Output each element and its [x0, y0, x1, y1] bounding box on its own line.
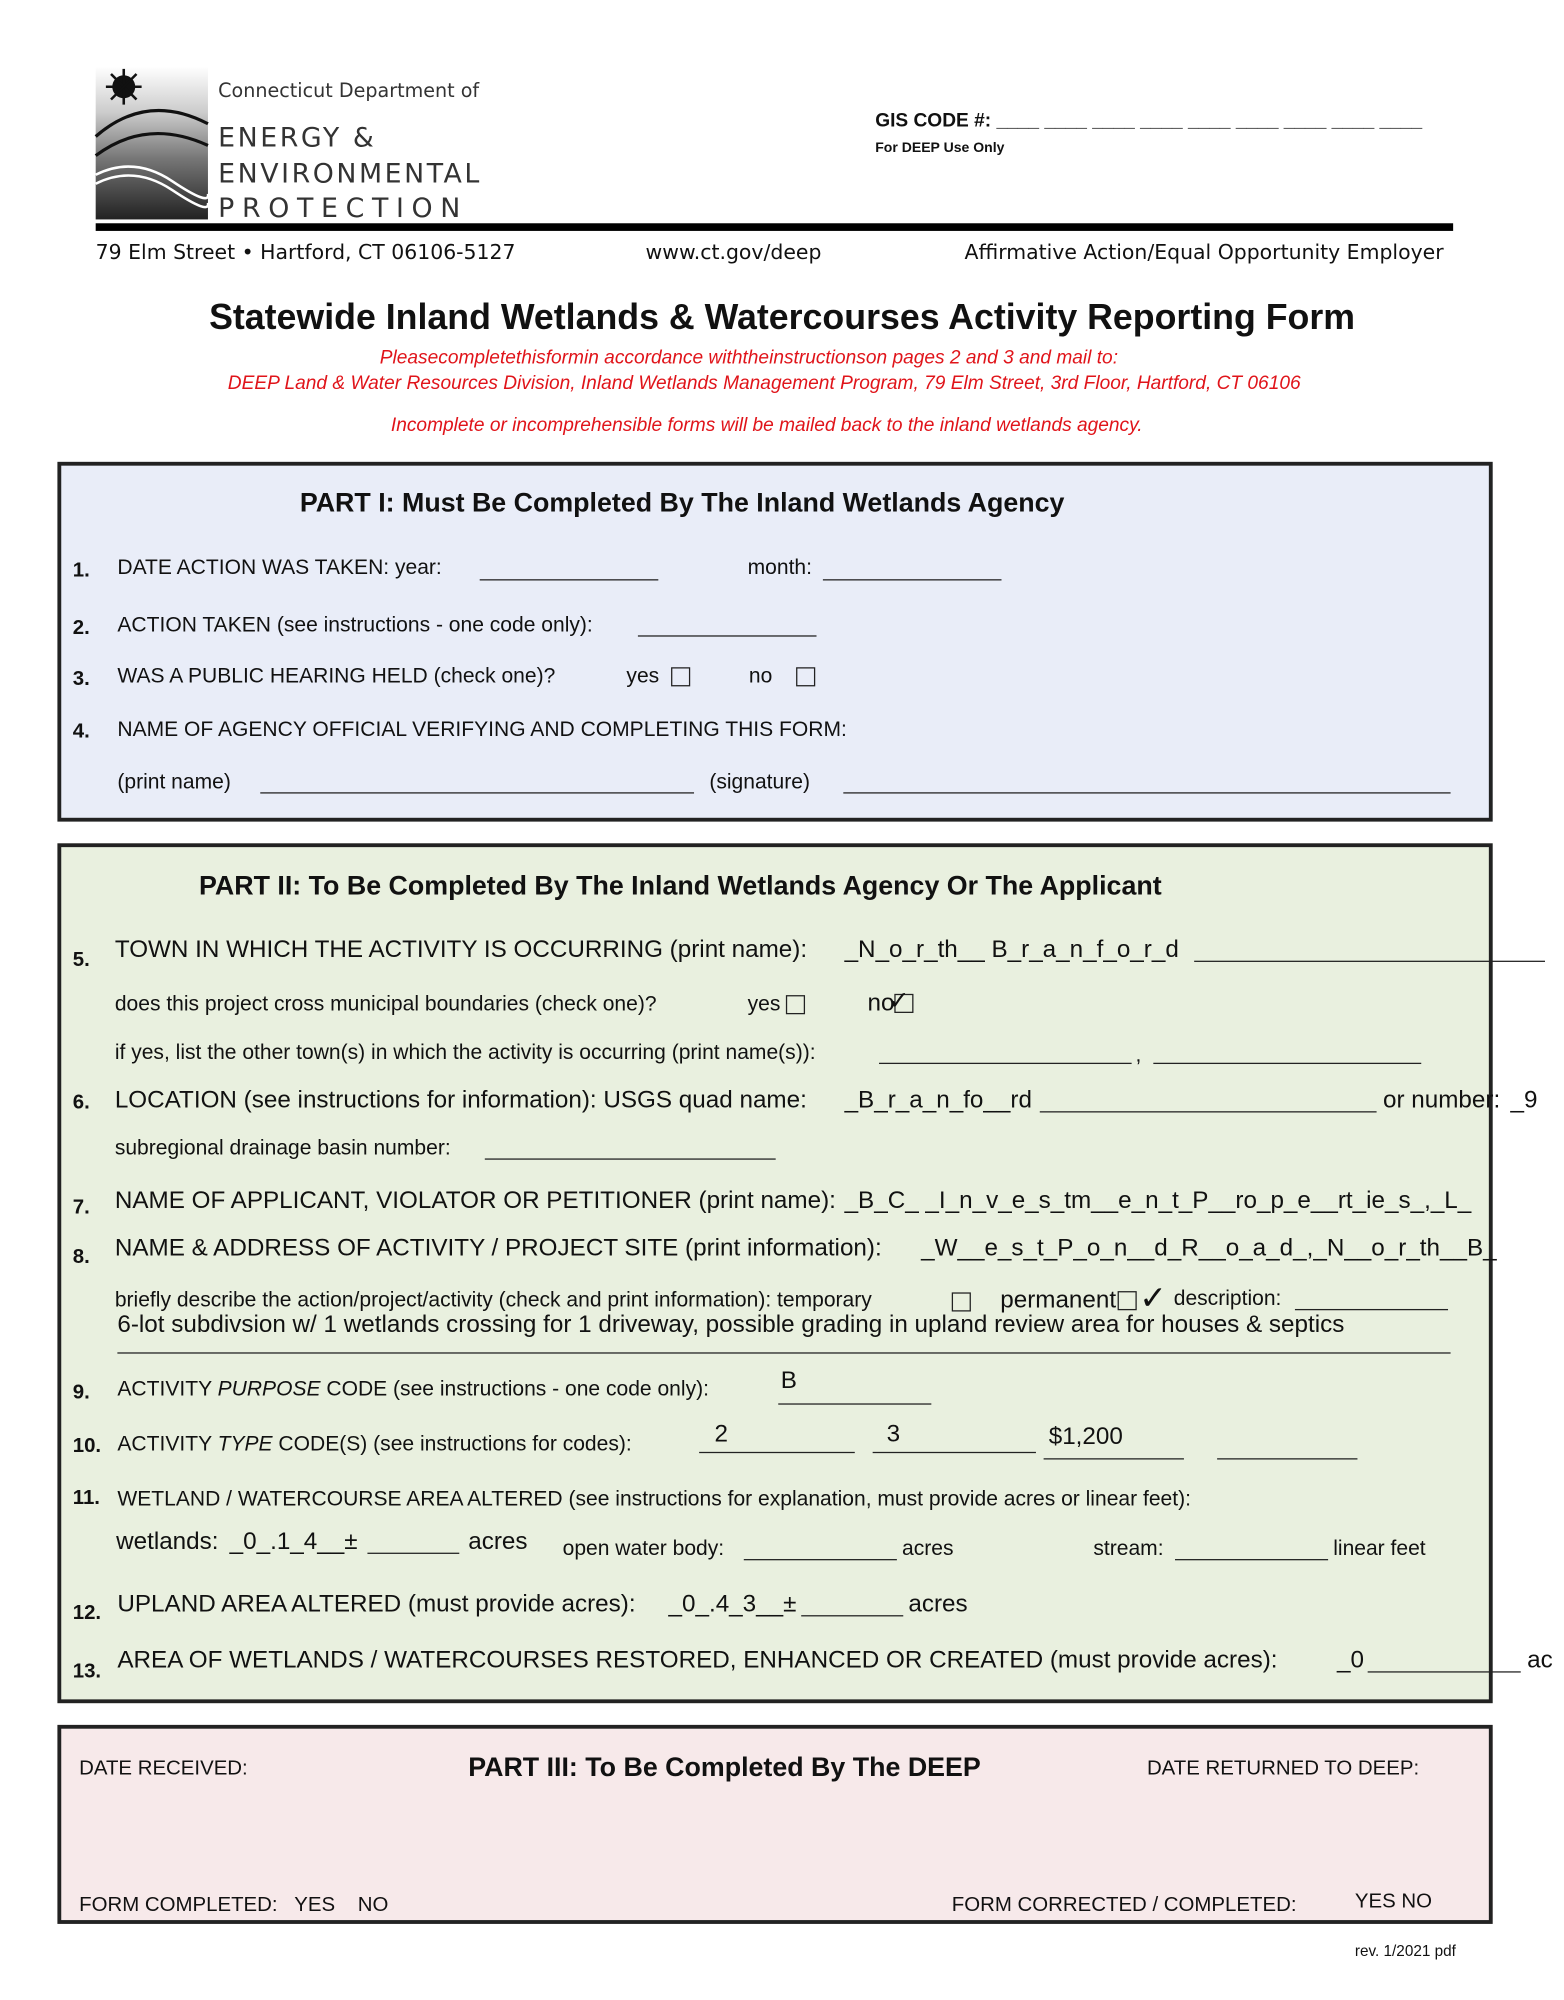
q10-label-pre: ACTIVITY [117, 1432, 218, 1456]
type-code-4-field[interactable] [1217, 1458, 1357, 1459]
q10-label-em: TYPE [217, 1432, 273, 1456]
basin-label: subregional drainage basin number: [114, 1136, 451, 1160]
date-returned-label: DATE RETURNED TO DEEP: [1146, 1758, 1420, 1780]
cross-yes [748, 993, 806, 1017]
q9-label-em: PURPOSE [217, 1377, 321, 1401]
action-code-field[interactable] [638, 635, 817, 636]
type-code-2-field[interactable]: 3 [886, 1421, 901, 1449]
other-towns-label: if yes, list the other town(s) in which the activity is occurring (print name(s)): [114, 1041, 816, 1065]
stream-unit: linear feet [1333, 1537, 1426, 1561]
description-label: description: [1173, 1287, 1282, 1311]
form-title: Statewide Inland Wetlands & Watercourses Activity Reporting Form [209, 297, 1356, 337]
gis-note: For DEEP Use Only [875, 140, 1005, 156]
q12-number: 12. [72, 1602, 102, 1625]
q6-number: 6. [72, 1092, 90, 1114]
q9-label-post: CODE (see instructions - one code only): [320, 1377, 709, 1401]
permanent-checkbox[interactable] [1118, 1291, 1137, 1310]
stream-field[interactable] [1175, 1559, 1328, 1560]
q6-label: LOCATION (see instructions for information): USGS quad name: [114, 1086, 807, 1114]
quad-name-field[interactable]: _B_r_a_n_fo__rd [844, 1086, 1032, 1114]
type-code-1-field[interactable]: 2 [714, 1421, 728, 1449]
q1-label: DATE ACTION WAS TAKEN: year: [117, 556, 442, 580]
part1-heading: PART I: Must Be Completed By The Inland Wetlands Agency [299, 488, 1065, 518]
checkmark-icon: ✓ [888, 988, 910, 1017]
restored-acres-field[interactable]: _0 [1337, 1647, 1365, 1674]
open-water-field[interactable] [744, 1559, 897, 1560]
hearing-no [749, 665, 815, 689]
q11-label: WETLAND / WATERCOURSE AREA ALTERED (see instructions for explanation, must provide acres or linear feet): [117, 1487, 1191, 1511]
form-corrected-label: FORM CORRECTED / COMPLETED: [951, 1894, 1297, 1917]
wetlands-label: wetlands: [116, 1528, 219, 1556]
revision-note: rev. 1/2021 pdf [1354, 1941, 1456, 1960]
q10-label-post: CODE(S) (see instructions for codes): [272, 1432, 632, 1456]
q1-number: 1. [72, 560, 90, 582]
comma: , [1135, 1043, 1142, 1067]
gis-code-text: GIS CODE #: [875, 109, 992, 132]
part3-heading: PART III: To Be Completed By The DEEP [468, 1752, 981, 1783]
logo-sun-waves-icon [96, 66, 208, 219]
upland-acres-line [801, 1615, 903, 1616]
website: www.ct.gov/deep [645, 239, 822, 265]
hearing-yes-label: yes [626, 664, 660, 688]
signature-label: (signature) [709, 770, 810, 794]
cross-yes-checkbox[interactable] [786, 995, 805, 1014]
q2-label: ACTION TAKEN (see instructions - one code only): [117, 613, 593, 637]
project-site-field[interactable]: _W__e_s_t_P_o_n__d_R__o_a_d_,_N__o_r_th__B_ [921, 1234, 1497, 1262]
month-label: month: [747, 556, 812, 580]
permanent-label: permanent [1000, 1287, 1117, 1315]
print-name-label: (print name) [117, 770, 231, 794]
upland-acres-field[interactable]: _0_.4_3__± [668, 1590, 797, 1618]
q13-number: 13. [72, 1661, 102, 1683]
town-field-line [1194, 961, 1545, 962]
applicant-field[interactable]: _B_C_ _I_n_v_e_s_tm__e_n_t_P__ro_p_e__rt_ie_s_,_L_ [844, 1187, 1472, 1215]
cross-yes-label: yes [747, 992, 781, 1016]
q7-number: 7. [72, 1196, 90, 1219]
other-town-2-field[interactable] [1153, 1063, 1421, 1064]
q9-label [117, 1378, 709, 1402]
header-rule [96, 223, 1453, 231]
description-line [117, 1352, 1450, 1353]
q12-label: UPLAND AREA ALTERED (must provide acres): [117, 1590, 636, 1618]
part2-heading: PART II: To Be Completed By The Inland Wetlands Agency Or The Applicant [199, 871, 1162, 901]
cross-no-label: no [867, 990, 895, 1017]
basin-field[interactable] [485, 1158, 776, 1159]
upland-acres-unit: acres [908, 1590, 968, 1618]
wetlands-acres-field[interactable]: _0_.1_4__± [229, 1528, 358, 1556]
cross-no [868, 990, 914, 1018]
logo-text-dept: Connecticut Department of [218, 79, 480, 103]
q9-label-pre: ACTIVITY [117, 1377, 218, 1401]
employer-note: Affirmative Action/Equal Opportunity Employer [964, 239, 1444, 265]
logo-text-energy: ENERGY & [218, 122, 377, 154]
q9-number: 9. [72, 1381, 90, 1404]
description-blank [1295, 1309, 1448, 1310]
restored-acres-unit: ac [1527, 1647, 1553, 1674]
instructions-line3: Incomplete or incomprehensible forms will be mailed back to the inland wetlands agency. [390, 414, 1143, 437]
other-town-1-field[interactable] [879, 1063, 1132, 1064]
q8-number: 8. [72, 1246, 90, 1269]
wetlands-acres-line [367, 1553, 459, 1554]
cross-boundaries-label: does this project cross municipal boundaries (check one)? [114, 992, 657, 1016]
q4-label: NAME OF AGENCY OFFICIAL VERIFYING AND COMPLETING THIS FORM: [117, 718, 847, 742]
description-field[interactable]: 6-lot subdivsion w/ 1 wetlands crossing for 1 driveway, possible grading in upland review area for houses & septics [117, 1311, 1345, 1339]
open-water-unit: acres [901, 1537, 954, 1561]
q5-number: 5. [72, 949, 90, 971]
logo-text-protection: PROTECTION [218, 192, 468, 224]
month-field[interactable] [823, 579, 1002, 580]
type-code-3-field[interactable]: $1,200 [1048, 1423, 1123, 1451]
stream-label: stream: [1093, 1537, 1164, 1561]
type-code-3-line [1044, 1458, 1184, 1459]
q10-number: 10. [72, 1435, 102, 1457]
year-field[interactable] [480, 579, 659, 580]
temporary-checkbox[interactable] [952, 1292, 971, 1311]
type-code-2-line [873, 1452, 1036, 1453]
open-water-label: open water body: [562, 1537, 725, 1561]
quad-number-field[interactable]: _9 [1510, 1086, 1538, 1114]
logo-text-environmental: ENVIRONMENTAL [218, 158, 482, 189]
hearing-no-label: no [748, 664, 773, 688]
instructions-line1: Pleasecompletethisformin accordance withtheinstructionson pages 2 and 3 and mail to: [379, 347, 1119, 369]
part2-section [57, 843, 1492, 1703]
q7-label: NAME OF APPLICANT, VIOLATOR OR PETITIONER (print name): [114, 1187, 836, 1215]
gis-code-blank[interactable]: ____ ____ ____ ____ ____ ____ ____ ____ ____ [996, 109, 1423, 132]
q2-number: 2. [72, 617, 90, 640]
cross-no-checkbox[interactable] [888, 988, 914, 1017]
purpose-code-field[interactable]: B [780, 1367, 797, 1395]
describe-label: briefly describe the action/project/activity (check and print information): temporary [114, 1288, 872, 1312]
form-corrected-yes-no: YES NO [1354, 1890, 1433, 1913]
wetlands-acres-unit: acres [468, 1528, 528, 1556]
q3-label: WAS A PUBLIC HEARING HELD (check one)? [117, 664, 556, 688]
quad-name-line [1040, 1111, 1377, 1112]
address: 79 Elm Street • Hartford, CT 06106-5127 [95, 239, 516, 265]
permanent-checkmark-icon: ✓ [1139, 1278, 1168, 1317]
print-name-field[interactable] [260, 792, 694, 793]
town-field[interactable]: _N_o_r_th__ B_r_a_n_f_o_r_d [844, 936, 1179, 964]
purpose-code-line [778, 1403, 931, 1404]
q13-label: AREA OF WETLANDS / WATERCOURSES RESTORED, ENHANCED OR CREATED (must provide acres): [117, 1647, 1278, 1674]
q4-number: 4. [72, 720, 90, 743]
q5-label: TOWN IN WHICH THE ACTIVITY IS OCCURRING (print name): [114, 936, 808, 964]
q3-number: 3. [72, 668, 90, 691]
q8-label: NAME & ADDRESS OF ACTIVITY / PROJECT SITE (print information): [114, 1234, 882, 1262]
deep-logo [96, 66, 208, 219]
q11-number: 11. [72, 1487, 100, 1510]
form-completed-label: FORM COMPLETED: YES NO [79, 1894, 389, 1917]
quad-number-label: or number: [1382, 1086, 1501, 1114]
hearing-no-checkbox[interactable] [796, 667, 815, 686]
type-code-1-line [699, 1452, 855, 1453]
instructions-line2: DEEP Land & Water Resources Division, Inland Wetlands Management Program, 79 Elm Street, 3rd Floor, Hartford, CT 06106 [227, 372, 1301, 395]
q10-label [117, 1433, 631, 1457]
restored-acres-line [1368, 1671, 1521, 1672]
hearing-yes-checkbox[interactable] [671, 667, 690, 686]
gis-code-label [875, 110, 1422, 132]
date-received-label: DATE RECEIVED: [79, 1758, 248, 1780]
signature-field[interactable] [843, 792, 1450, 793]
hearing-yes [626, 665, 690, 689]
